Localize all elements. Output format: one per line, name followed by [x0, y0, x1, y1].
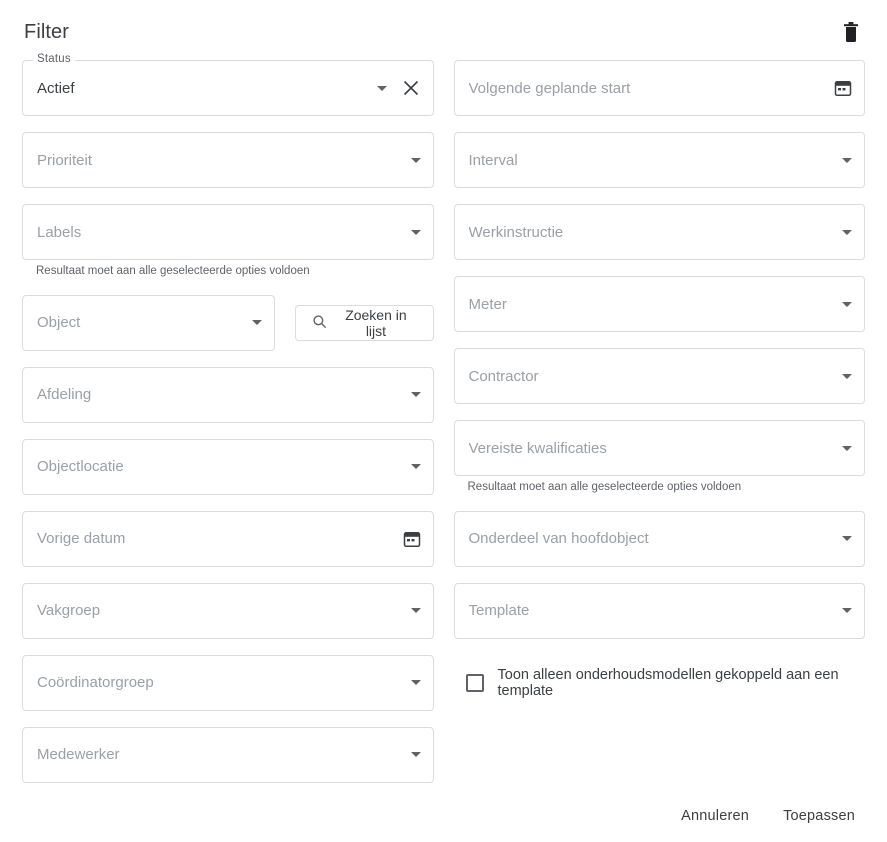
prioriteit-select[interactable]: [22, 132, 434, 188]
contractor-select[interactable]: [454, 348, 866, 404]
search-icon: [312, 314, 327, 332]
object-select[interactable]: [22, 295, 275, 351]
status-select[interactable]: [22, 53, 434, 116]
vorige-datum-placeholder: Vorige datum: [37, 530, 126, 548]
field-wrap-afdeling: [22, 367, 434, 423]
status-value: Actief: [37, 79, 75, 97]
afdeling-select[interactable]: [22, 367, 434, 423]
field-wrap-onderdeel-van-hoofdobject: [454, 511, 866, 567]
vereiste-kwalificaties-placeholder: Vereiste kwalificaties: [468, 439, 607, 457]
vereiste-kwalificaties-hint: Resultaat moet aan alle geselecteerde opties voldoen: [467, 481, 742, 493]
vakgroep-select[interactable]: [22, 583, 434, 639]
objectlocatie-placeholder: Objectlocatie: [37, 458, 124, 476]
chevron-down-icon[interactable]: [411, 608, 421, 613]
field-wrap-vorige-datum: [22, 511, 434, 567]
template-only-checkbox-label: Toon alleen onderhoudsmodellen gekoppeld aan een template: [497, 666, 839, 699]
onderdeel-van-hoofdobject-select[interactable]: [454, 511, 866, 567]
chevron-down-icon[interactable]: [377, 86, 387, 91]
dialog-footer: [671, 800, 865, 832]
field-wrap-vakgroep: [22, 583, 434, 639]
chevron-down-icon[interactable]: [411, 230, 421, 235]
chevron-down-icon[interactable]: [842, 608, 852, 613]
dialog-header: [0, 0, 887, 54]
calendar-icon[interactable]: [834, 79, 852, 97]
calendar-icon[interactable]: [403, 530, 421, 548]
object-placeholder: Object: [37, 314, 81, 332]
field-wrap-interval: [454, 132, 866, 188]
field-wrap-vereiste-kwalificaties: [454, 420, 866, 495]
field-wrap-medewerker: [22, 727, 434, 783]
checkbox-icon[interactable]: [466, 674, 484, 692]
apply-button[interactable]: Toepassen: [773, 800, 865, 832]
right-column: [454, 60, 866, 799]
search-in-list-label: Zoeken in lijst: [345, 306, 407, 339]
vakgroep-placeholder: Vakgroep: [37, 602, 101, 620]
field-wrap-meter: [454, 276, 866, 332]
chevron-down-icon[interactable]: [411, 752, 421, 757]
search-in-list-button[interactable]: [295, 305, 433, 341]
chevron-down-icon[interactable]: [411, 158, 421, 163]
medewerker-select[interactable]: [22, 727, 434, 783]
page-title: Filter: [24, 20, 70, 43]
chevron-down-icon[interactable]: [842, 446, 852, 451]
status-legend: Status: [33, 53, 75, 65]
trash-icon[interactable]: [837, 18, 865, 46]
vorige-datum-input[interactable]: [22, 511, 434, 567]
field-wrap-object: [22, 295, 434, 351]
field-wrap-volgende-geplande-start: [454, 60, 866, 116]
field-wrap-prioriteit: [22, 132, 434, 188]
labels-placeholder: Labels: [37, 223, 82, 241]
objectlocatie-select[interactable]: [22, 439, 434, 495]
chevron-down-icon[interactable]: [842, 374, 852, 379]
chevron-down-icon[interactable]: [842, 536, 852, 541]
chevron-down-icon[interactable]: [411, 392, 421, 397]
afdeling-placeholder: Afdeling: [37, 386, 92, 404]
coordinatorgroep-placeholder: Coördinatorgroep: [37, 674, 154, 692]
prioriteit-placeholder: Prioriteit: [37, 151, 93, 169]
volgende-geplande-start-input[interactable]: [454, 60, 866, 116]
chevron-down-icon[interactable]: [252, 320, 262, 325]
template-select[interactable]: [454, 583, 866, 639]
close-icon[interactable]: [401, 78, 421, 98]
object-row: [22, 295, 434, 351]
left-column: [22, 53, 434, 799]
cancel-button[interactable]: Annuleren: [671, 800, 759, 832]
meter-select[interactable]: [454, 276, 866, 332]
onderdeel-van-hoofdobject-placeholder: Onderdeel van hoofdobject: [468, 530, 649, 548]
medewerker-placeholder: Medewerker: [37, 746, 120, 764]
field-wrap-objectlocatie: [22, 439, 434, 495]
volgende-geplande-start-placeholder: Volgende geplande start: [468, 79, 631, 97]
contractor-placeholder: Contractor: [468, 367, 539, 385]
field-wrap-status: [22, 53, 434, 116]
field-wrap-contractor: [454, 348, 866, 404]
chevron-down-icon[interactable]: [411, 464, 421, 469]
interval-select[interactable]: [454, 132, 866, 188]
coordinatorgroep-select[interactable]: [22, 655, 434, 711]
filter-fields-grid: [0, 54, 887, 799]
chevron-down-icon[interactable]: [842, 158, 852, 163]
field-wrap-labels: [22, 204, 434, 279]
chevron-down-icon[interactable]: [842, 302, 852, 307]
labels-hint: Resultaat moet aan alle geselecteerde opties voldoen: [36, 265, 310, 277]
chevron-down-icon[interactable]: [411, 680, 421, 685]
field-wrap-coordinatorgroep: [22, 655, 434, 711]
werkinstructie-select[interactable]: [454, 204, 866, 260]
chevron-down-icon[interactable]: [842, 230, 852, 235]
meter-placeholder: Meter: [468, 295, 507, 313]
vereiste-kwalificaties-select[interactable]: [454, 420, 866, 476]
template-placeholder: Template: [468, 602, 530, 620]
labels-select[interactable]: [22, 204, 434, 260]
template-only-checkbox-row[interactable]: [454, 655, 866, 711]
interval-placeholder: Interval: [468, 151, 518, 169]
field-wrap-template: [454, 583, 866, 639]
field-wrap-werkinstructie: [454, 204, 866, 260]
werkinstructie-placeholder: Werkinstructie: [468, 223, 564, 241]
